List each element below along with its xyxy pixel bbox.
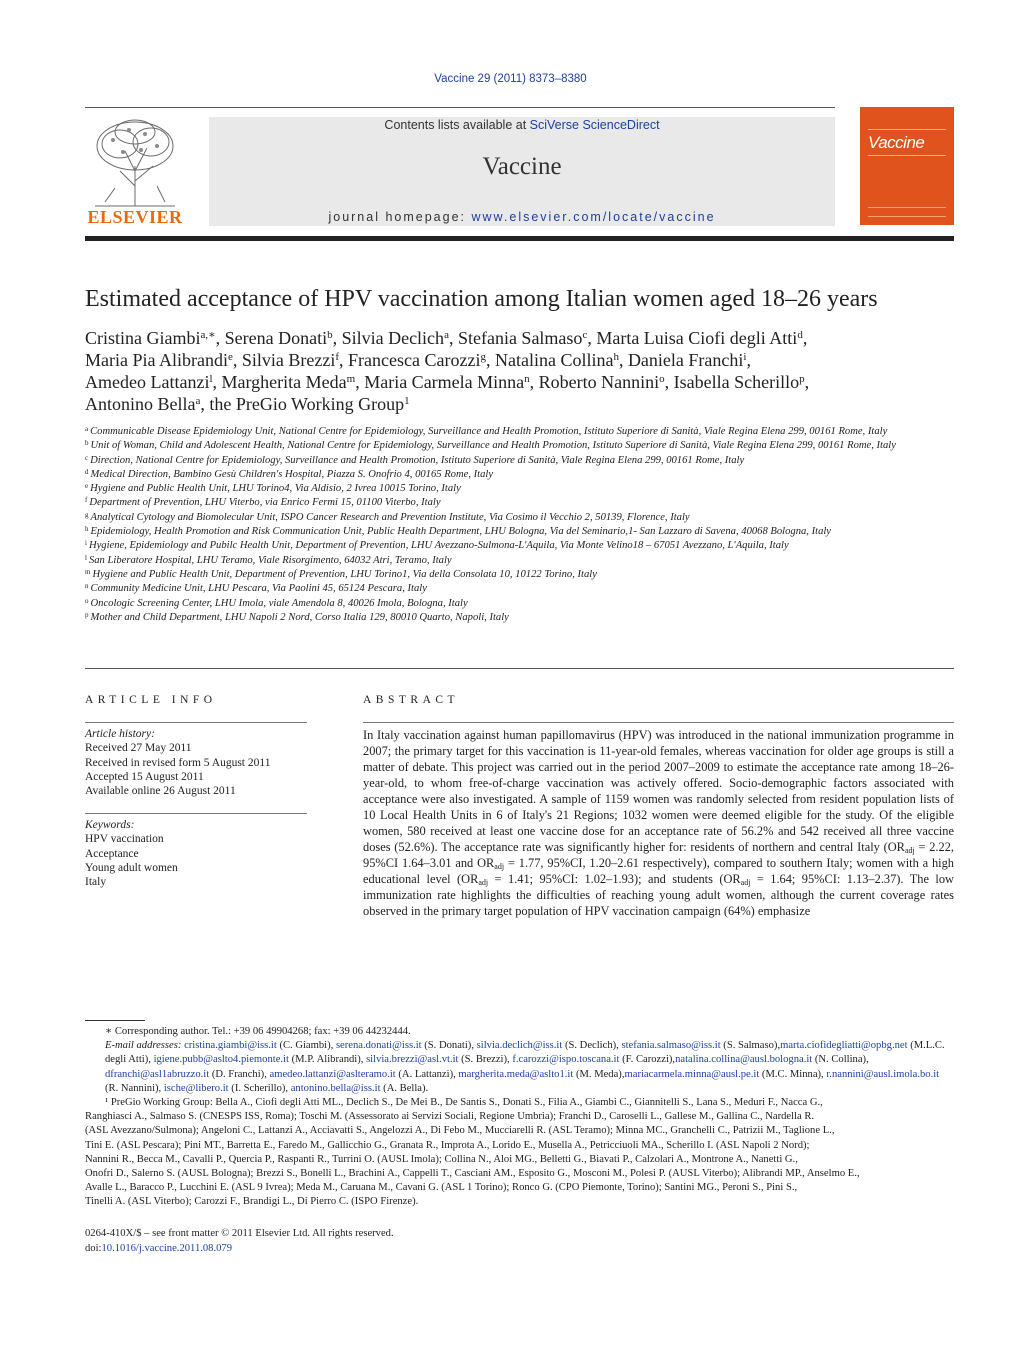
affiliation-item: [85, 496, 954, 510]
author[interactable]: [242, 350, 339, 370]
doi-link[interactable]: 10.1016/j.vaccine.2011.08.079: [101, 1242, 233, 1254]
affiliation-key: g: [85, 510, 89, 519]
affiliation-text: Epidemiology, Health Promotion and Risk Communication Unit, Public Health Department, LHU Bologna, Via del Seminario,1- San Lazzaro di Savena, 40068 Bologna, Italy: [90, 526, 832, 538]
pregio-line: Tinelli A. (ASL Viterbo); Carozzi F., Brandigi L., Di Pierro C. (ISPO Firenze).: [85, 1196, 419, 1208]
author[interactable]: [495, 350, 619, 370]
email-owner: (C. Giambi),: [276, 1040, 336, 1052]
footnote-rule: [85, 1020, 145, 1021]
pregio-line: Nannini R., Becca M., Cavalli P., Quercia P., Raspanti R., Turrini O. (AUSL Imola); Collina N., Aloi MG., Belletti G., Biavati P., Calzolari A., Montrone A., Nanetti G.,: [85, 1153, 798, 1165]
affiliation-text: Analytical Cytology and Biomolecular Unit, ISPO Cancer Research and Prevention Institute, Via Cosimo il Vecchio 2, 50139, Florence, Italy: [90, 511, 690, 523]
email-owner: (S. Declich),: [562, 1040, 622, 1052]
email-link[interactable]: margherita.meda@aslto1.it: [458, 1068, 574, 1080]
affiliation-item: [85, 597, 954, 611]
cover-rule: [868, 155, 946, 156]
journal-citation[interactable]: Vaccine 29 (2011) 8373–8380: [434, 73, 587, 85]
author-affiliation-mark[interactable]: a: [444, 329, 449, 341]
corresponding-author-note: ∗ Corresponding author. Tel.: +39 06 49904268; fax: +39 06 44232444.: [105, 1026, 411, 1037]
affiliation-item: [85, 525, 954, 539]
pregio-line: Avalle L., Baracco P., Lucchini E. (ASL 9 Ivrea); Meda M., Caruana M., Cavani G. (ASL 1 Torino); Ronco G. (CPO Piemonte, Torino); Santini MG., Peroni S., Pini S.,: [85, 1182, 798, 1194]
email-owner: (S. Brezzi),: [458, 1054, 513, 1066]
email-link[interactable]: cristina.giambi@iss.it: [184, 1040, 277, 1052]
author-affiliation-mark[interactable]: i: [743, 351, 747, 363]
author-name: Francesca Carozzi: [348, 350, 481, 370]
author[interactable]: [85, 328, 216, 348]
pregio-line: (ASL Avezzano/Sulmona); Angeloni C., Lattanzi A., Acciavatti S., Angelozzi A., Di Febo M., Mucciarelli R. (ASL Teramo); Minna MC., Granchelli C., Patrizii M., Taglione L.,: [85, 1125, 835, 1137]
email-link[interactable]: stefania.salmaso@iss.it: [621, 1040, 721, 1052]
author-affiliation-mark[interactable]: 1: [404, 395, 410, 407]
author-name: the PreGio Working Group: [209, 394, 405, 414]
email-link[interactable]: marta.ciofidegliatti@opbg.net: [780, 1040, 908, 1052]
history-item: Received in revised form 5 August 2011: [85, 756, 271, 769]
affiliation-text: Hygiene and Public Health Unit, LHU Torino4, Via Aldisio, 2 Ivrea 10015 Torino, Italy: [90, 483, 461, 495]
journal-cover-thumbnail[interactable]: [860, 107, 954, 225]
affiliation-item: [85, 482, 954, 496]
email-owner: (M.P. Alibrandi),: [288, 1054, 367, 1066]
affiliation-text: Unit of Woman, Child and Adolescent Health, National Centre for Epidemiology, Surveillance and Health Promotion, Istituto Superiore di Sanità, Viale Regina Elena 299, 00161 Rome, Italy: [90, 440, 896, 452]
author-affiliation-mark[interactable]: g: [480, 351, 486, 363]
author-name: Marta Luisa Ciofi degli Atti: [596, 328, 798, 348]
author[interactable]: [225, 328, 333, 348]
keyword-item: Acceptance: [85, 847, 139, 860]
homepage-prefix: journal homepage:: [328, 210, 472, 224]
history-item: Received 27 May 2011: [85, 742, 192, 755]
elsevier-logo[interactable]: [85, 116, 185, 228]
keywords: [85, 818, 307, 889]
author-name: Daniela Franchi: [627, 350, 744, 370]
author-affiliation-mark[interactable]: p: [799, 373, 805, 385]
email-owner: (M.L.C. degli Atti),: [105, 1040, 945, 1066]
doi-prefix: doi:: [85, 1242, 102, 1254]
homepage-line: [209, 210, 835, 224]
history-item: Accepted 15 August 2011: [85, 770, 204, 783]
author-affiliation-mark[interactable]: d: [797, 329, 803, 341]
affiliation-text: Hygiene, Epidemiology and Pubilc Health Unit, Department of Prevention, LHU Avezzano-Sulmona-L'Aquila, Via Monte Velino18 – 67051 Avezzano, L'Aquila, Italy: [88, 540, 789, 552]
author-affiliation-mark[interactable]: l: [209, 373, 213, 385]
article-info-heading: ARTICLE INFO: [85, 694, 217, 706]
email-owner: (F. Carozzi),: [619, 1054, 676, 1066]
history-label: Article history:: [85, 728, 155, 740]
email-link[interactable]: silvia.brezzi@asl.vt.it: [366, 1054, 459, 1066]
email-owner: (R. Nannini),: [105, 1082, 164, 1094]
abstract-heading: ABSTRACT: [363, 694, 460, 706]
affiliation-key: f: [85, 496, 88, 505]
cover-rule: [868, 129, 946, 130]
article-history: [85, 727, 307, 798]
keyword-item: Young adult women: [85, 861, 178, 874]
author-affiliation-mark[interactable]: m: [346, 373, 356, 385]
author[interactable]: [85, 394, 200, 414]
email-link[interactable]: dfranchi@asl1abruzzo.it: [105, 1068, 210, 1080]
publisher-name: ELSEVIER: [87, 207, 183, 227]
email-link[interactable]: igiene.pubb@aslto4.piemonte.it: [153, 1054, 289, 1066]
author[interactable]: [596, 328, 802, 348]
affiliation-item: [85, 468, 954, 482]
abstract-rule: [363, 722, 954, 723]
issn-line: 0264-410X/$ – see front matter © 2011 Elsevier Ltd. All rights reserved.: [85, 1228, 394, 1239]
email-link[interactable]: amedeo.lattanzi@aslteramo.it: [269, 1068, 396, 1080]
affiliation-text: Department of Prevention, LHU Viterbo, via Enrico Fermi 15, 01100 Viterbo, Italy: [89, 497, 441, 509]
email-owner: (S. Salmaso),: [720, 1040, 781, 1052]
email-link[interactable]: natalina.collina@ausl.bologna.it: [675, 1054, 813, 1066]
affiliation-text: Medical Direction, Bambino Gesù Children's Hospital, Piazza S. Onofrio 4, 00165 Rome, Italy: [90, 468, 494, 480]
elsevier-tree-icon: [85, 116, 185, 208]
author[interactable]: [222, 372, 356, 392]
email-link[interactable]: f.carozzi@ispo.toscana.it: [512, 1054, 620, 1066]
author-affiliation-mark[interactable]: n: [524, 373, 530, 385]
footnotes: [85, 1025, 954, 1210]
affiliation-text: Hygiene and Public Health Unit, Department of Prevention, LHU Torino1, Via della Consolata 10, 10122 Torino, Italy: [92, 568, 597, 580]
affiliation-item: [85, 554, 954, 568]
author-name: Silvia Declich: [341, 328, 445, 348]
affiliation-key: p: [85, 610, 89, 619]
email-owner: (N. Collina),: [812, 1054, 869, 1066]
front-matter: [85, 1227, 954, 1256]
author[interactable]: [85, 372, 213, 392]
author-name: Margherita Meda: [221, 372, 347, 392]
sciencedirect-link[interactable]: SciVerse ScienceDirect: [529, 118, 660, 132]
pregio-line: Tini E. (ASL Pescara); Pini MT., Barretta E., Faredo M., Gallicchio G., Granata R., Improta A., Lorido E., Musella A., Petricciuoli MA., Scherillo I. (ASL Napoli 2 Nord);: [85, 1139, 810, 1151]
cover-title: Vaccine: [868, 133, 925, 152]
affiliation-key: n: [85, 582, 89, 591]
homepage-link[interactable]: www.elsevier.com/locate/vaccine: [471, 210, 716, 224]
author-affiliation-mark[interactable]: a,∗: [200, 329, 216, 341]
email-owner: (A. Lattanzi),: [395, 1068, 459, 1080]
doi-line: [85, 1242, 954, 1257]
section-rule: [85, 668, 954, 669]
email-owner: (I. Scherillo),: [228, 1082, 291, 1094]
author-name: Cristina Giambi: [85, 328, 201, 348]
author-affiliation-mark[interactable]: f: [335, 351, 340, 363]
author-name: Serena Donati: [224, 328, 328, 348]
affiliation-item: [85, 582, 954, 596]
affiliation-text: Community Medicine Unit, LHU Pescara, Via Paolini 45, 65124 Pescara, Italy: [90, 583, 427, 595]
author[interactable]: [458, 328, 587, 348]
author[interactable]: [209, 394, 409, 414]
author-name: Antonino Bella: [85, 394, 196, 414]
author-name: Silvia Brezzi: [241, 350, 336, 370]
email-block: [85, 1039, 954, 1096]
keyword-item: HPV vaccination: [85, 833, 164, 846]
author-list: Cristina Giambi$^{a,∗}$, Serena Donati$^b$, Silvia Declich$^a$, Stefania Salmaso$^c$, Marta Luisa Ciofi degli Atti$^d$, Maria Pia Alibrandi$^e$, Silvia Brezzi$^f$, Francesca Carozzi$^g$, Natalina Collina$^h$, Daniela Franchi$^i$, Amedeo Lattanzi$^l$, Margherita Meda$^m$, Maria Carmela Minna$^n$, Roberto Nannini$^o$, Isabella Scherillo$^p$, Antonino Bella$^a$, the PreGio Working Group$^1$: [85, 328, 810, 414]
author[interactable]: [674, 372, 805, 392]
header-rule: [85, 107, 835, 108]
author-name: Isabella Scherillo: [673, 372, 800, 392]
author[interactable]: [342, 328, 449, 348]
author-name: Maria Carmela Minna: [364, 372, 525, 392]
author-affiliation-mark[interactable]: h: [613, 351, 619, 363]
author[interactable]: [628, 350, 747, 370]
affiliation-text: Direction, National Centre for Epidemiology, Surveillance and Health Promotion, Istituto Superiore di Sanità, Viale Regina Elena 299, 00161 Rome, Italy: [90, 454, 745, 466]
affiliation-item: [85, 425, 954, 439]
author[interactable]: [348, 350, 486, 370]
email-addresses: [85, 1039, 954, 1096]
email-owner: (M.C. Minna),: [759, 1068, 827, 1080]
affiliation-key: c: [85, 453, 89, 462]
affiliation-item: [85, 511, 954, 525]
affiliation-text: Mother and Child Department, LHU Napoli 2 Nord, Corso Italia 129, 80010 Quarto, Napoli, Italy: [90, 611, 509, 623]
affiliation-item: [85, 454, 954, 468]
keyword-item: Italy: [85, 876, 107, 889]
affiliation-text: San Liberatore Hospital, LHU Teramo, Viale Risorgimento, 64032 Atri, Teramo, Italy: [88, 554, 452, 566]
pregio-line: ¹ PreGio Working Group: Bella A., Ciofi degli Atti ML., Declich S., De Mei B., De Santis S., Donati S., Filia A., Giambi C., Giannitelli S., Lana S., Meduri F., Nacca G.,: [105, 1097, 823, 1109]
author-affiliation-mark[interactable]: o: [659, 373, 665, 385]
affiliation-text: Oncologic Screening Center, LHU Imola, viale Amendola 8, 40026 Imola, Bologna, Italy: [90, 597, 468, 609]
affiliation-item: [85, 611, 954, 625]
author-name: Maria Pia Alibrandi: [85, 350, 228, 370]
history-item: Available online 26 August 2011: [85, 785, 236, 798]
contents-line: [209, 118, 835, 132]
affiliation-key: m: [85, 567, 91, 576]
contents-prefix: Contents lists available at: [384, 118, 530, 132]
author[interactable]: [364, 372, 529, 392]
cover-footer: [868, 207, 946, 217]
pregio-working-group-note: [85, 1096, 954, 1210]
author-name: Amedeo Lattanzi: [85, 372, 210, 392]
pregio-line: Ranghiasci A., Salmaso S. (CNESPS ISS, Roma); Toschi M. (Assessorato ai Servizi Sociali, Regione Umbria); Franchi D., Caroselli L., Gallese M., Gallina C., Nardella R.: [85, 1111, 815, 1123]
affiliation-key: d: [85, 467, 89, 476]
affiliation-item: [85, 568, 954, 582]
email-link[interactable]: antonino.bella@iss.it: [290, 1082, 381, 1094]
author-name: Roberto Nannini: [538, 372, 660, 392]
author-affiliation-mark[interactable]: e: [227, 351, 233, 363]
author-affiliation-mark[interactable]: a: [195, 395, 201, 407]
email-owner: (M. Meda),: [573, 1068, 625, 1080]
affiliation-key: i: [85, 539, 87, 548]
affiliation-list: [85, 425, 954, 625]
affiliation-item: [85, 539, 954, 553]
affiliation-key: e: [85, 482, 89, 491]
author[interactable]: [85, 350, 233, 370]
email-link[interactable]: serena.donati@iss.it: [335, 1040, 422, 1052]
pregio-line: Onofri D., Salerno S. (AUSL Bologna); Brezzi S., Bonelli L., Brachini A., Cappelli T., Casciani AM., Esposito G., Mosconi M., Polesi P. (AUSL Viterbo); Alibrandi MP., Anselmo E.,: [85, 1168, 860, 1180]
email-owner: (A. Bella).: [380, 1082, 429, 1094]
journal-header-box: [209, 117, 835, 226]
email-link[interactable]: r.nannini@ausl.imola.bo.it: [826, 1068, 940, 1080]
journal-name: Vaccine: [482, 153, 562, 180]
article-info-rule: [85, 722, 307, 723]
author[interactable]: [539, 372, 665, 392]
abstract-text: In Italy vaccination against human papillomavirus (HPV) was introduced in the national immunization programme in 2007; the primary target for this vaccination is 11-year-old females, whereas vaccination for older age groups is still a matter of debate. This project was carried out in the period 2007–2009 to estimate the acceptance rate among 18–26-year-old, to whom free-of-charge vaccination was actively offered. Socio-demographic factors associated with acceptance were also investigated. A sample of 1159 women was randomly selected from resident population lists of 10 Local Health Units in 6 of Italy's 21 Regions; 1032 women were deemed eligible for the study. Of the eligible women, 580 received at least one vaccine dose for an acceptance rate of 56.2% and 542 received all three vaccine doses (52.6%). The acceptance rate was significantly higher for: residents of northern and central Italy ($OR_{adj} = 2.22$, 95%CI 1.64–3.01 and $OR_{adj} = 1.77$, 95%CI, 1.20–2.61 respectively), compared to southern Italy; women with a high educational level ($OR_{adj} = 1.41$; 95%CI: 1.02–1.93); and students ($OR_{adj} = 1.64$; 95%CI: 1.13–2.37). The low immunization rate highlights the difficulties of reaching young adult women, although the current coverage rates observed in the primary target population of HPV vaccination campaign (64%) emphasize: [363, 728, 955, 918]
email-link[interactable]: ische@libero.it: [163, 1082, 229, 1094]
author-name: Natalina Collina: [494, 350, 614, 370]
email-link[interactable]: mariacarmela.minna@ausl.pe.it: [624, 1068, 760, 1080]
affiliation-key: a: [85, 425, 89, 433]
author-affiliation-mark[interactable]: b: [327, 329, 333, 341]
author-affiliation-mark[interactable]: c: [582, 329, 588, 341]
author-name: Stefania Salmaso: [457, 328, 583, 348]
affiliation-key: h: [85, 525, 89, 534]
keywords-label: Keywords:: [85, 819, 135, 831]
email-label: E-mail addresses:: [105, 1040, 185, 1052]
email-link[interactable]: silvia.declich@iss.it: [476, 1040, 563, 1052]
article-title: Estimated acceptance of HPV vaccination among Italian women aged 18–26 years: [85, 286, 878, 312]
affiliation-key: o: [85, 596, 89, 605]
header-thick-rule: [85, 236, 954, 241]
keywords-rule: [85, 813, 307, 814]
affiliation-item: [85, 439, 954, 453]
email-owner: (D. Franchi),: [209, 1068, 270, 1080]
affiliation-key: b: [85, 439, 89, 448]
affiliation-key: l: [85, 553, 87, 562]
affiliation-text: Communicable Disease Epidemiology Unit, National Centre for Epidemiology, Surveillance and Health Promotion, Istituto Superiore di Sanità, Viale Regina Elena 299, 00161 Rome, Italy: [90, 426, 888, 437]
email-owner: (S. Donati),: [421, 1040, 477, 1052]
